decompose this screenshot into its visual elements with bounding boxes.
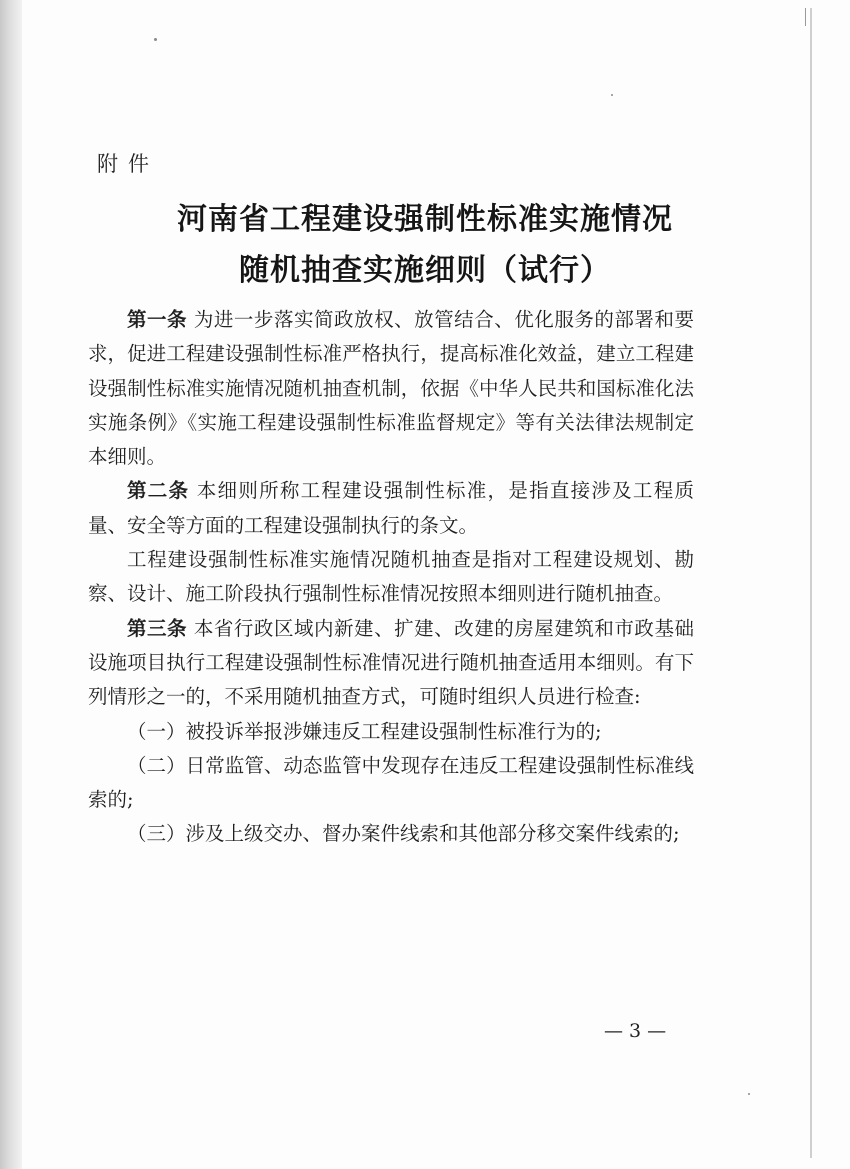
article-text: 为进一步落实简政放权、放管结合、优化服务的部署和要求，促进工程建设强制性标准严格执行，提高标准化效益，建立工程建设强制性标准实施情况随机抽查机制，依据《中华人民共和国标准化法实施条例》《实施工程建设强制性标准监督规定》等有关法律法规制定本细则。	[88, 308, 694, 469]
scan-speck	[611, 94, 613, 96]
scan-speck	[154, 38, 157, 41]
article-2-paragraph-2	[88, 543, 694, 612]
article-text: 本细则所称工程建设强制性标准，是指直接涉及工程质量、安全等方面的工程建设强制执行的条文。	[88, 479, 694, 537]
list-item-3: （三）涉及上级交办、督办案件线索和其他部分移交案件线索的;	[127, 822, 680, 846]
scan-speck	[748, 1093, 750, 1095]
article-heading: 第二条	[127, 479, 190, 503]
fold-mark	[805, 8, 806, 26]
article-2	[88, 474, 694, 543]
document-body	[88, 303, 694, 852]
article-text: 本省行政区域内新建、扩建、改建的房屋建筑和市政基础设施项目执行工程建设强制性标准情况进行随机抽查适用本细则。有下列情形之一的，不采用随机抽查方式，可随时组织人员进行检查:	[88, 616, 694, 709]
list-item-1: （一）被投诉举报涉嫌违反工程建设强制性标准行为的;	[127, 719, 602, 743]
scan-edge-right	[810, 8, 812, 1158]
scan-edge-left	[0, 0, 22, 1169]
article-heading: 第一条	[127, 308, 188, 331]
document-title-line2: 随机抽查实施细则（试行）	[239, 253, 611, 288]
article-heading: 第三条	[127, 616, 188, 640]
attachment-label: 附件	[97, 152, 159, 176]
article-3	[88, 612, 694, 715]
list-item-2: （二）日常监管、动态监管中发现存在违反工程建设强制性标准线索的;	[88, 753, 694, 812]
article-text: 工程建设强制性标准实施情况随机抽查是指对工程建设规划、勘察、设计、施工阶段执行强制性标准情况按照本细则进行随机抽查。	[88, 548, 694, 606]
page-number: — 3 —	[604, 1020, 667, 1042]
document-title-line1: 河南省工程建设强制性标准实施情况	[177, 202, 673, 237]
article-1	[88, 303, 694, 474]
